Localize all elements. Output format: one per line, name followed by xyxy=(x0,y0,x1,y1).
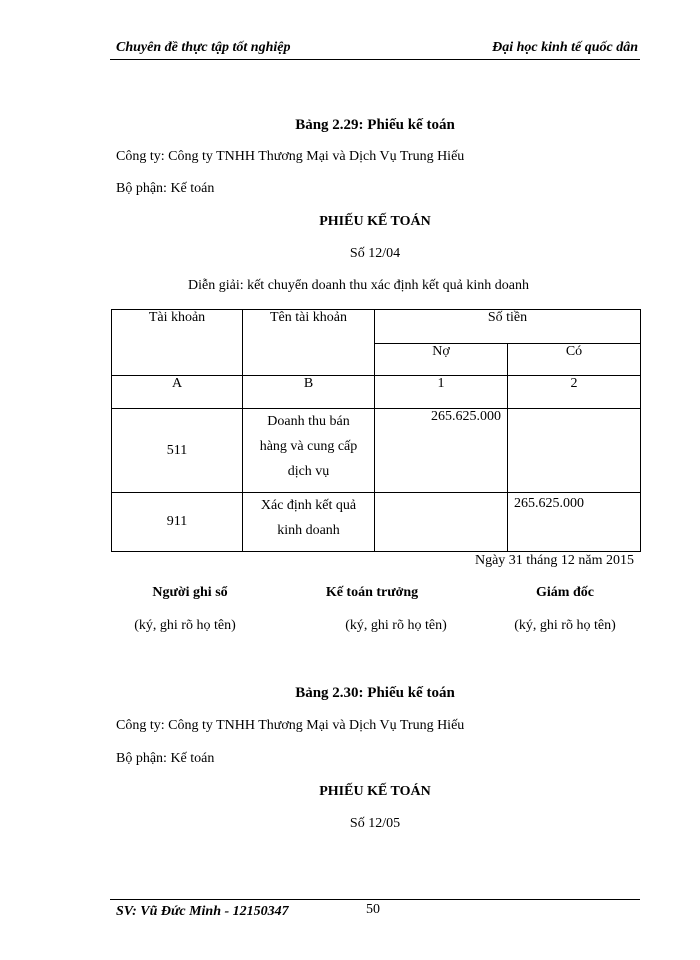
table-229-number: Số 12/04 xyxy=(349,246,401,261)
footer-student: SV: Vũ Đức Minh - 12150347 xyxy=(116,904,289,919)
code-cell: A xyxy=(112,376,243,409)
footer-page-number: 50 xyxy=(366,902,380,917)
row-account-name-line: Xác định kết quả xyxy=(260,498,357,513)
table-229-company: Công ty: Công ty TNHH Thương Mại và Dịch Vụ Trung Hiếu xyxy=(116,149,465,164)
table-230-number: Số 12/05 xyxy=(349,816,401,831)
col-header-amount: Số tiền xyxy=(375,310,641,344)
table-229-department: Bộ phận: Kế toán xyxy=(116,181,215,196)
col-header-account-name: Tên tài khoản xyxy=(243,310,375,376)
signature-role-director: Giám đốc xyxy=(536,585,594,600)
header-right: Đại học kinh tế quốc dân xyxy=(492,40,638,55)
table-229-caption: Bảng 2.29: Phiếu kế toán xyxy=(295,117,455,133)
table-230-caption: Bảng 2.30: Phiếu kế toán xyxy=(295,685,455,701)
table-row xyxy=(112,493,641,552)
table-230-department: Bộ phận: Kế toán xyxy=(116,751,215,766)
row-account-name xyxy=(243,409,375,493)
row-account-name-line: Doanh thu bán xyxy=(267,414,350,429)
row-debit xyxy=(375,493,508,552)
table-header-row xyxy=(112,310,641,344)
signature-note-recorder: (ký, ghi rõ họ tên) xyxy=(134,618,236,633)
table-row xyxy=(112,409,641,493)
row-account: 511 xyxy=(112,409,243,493)
row-account: 911 xyxy=(112,493,243,552)
table-code-row xyxy=(112,376,641,409)
col-header-debit: Nợ xyxy=(375,344,508,376)
header-rule xyxy=(110,59,640,60)
table-229-form-title: PHIẾU KẾ TOÁN xyxy=(319,214,431,229)
header-left: Chuyên đề thực tập tốt nghiệp xyxy=(116,40,291,55)
signature-note-chief-accountant: (ký, ghi rõ họ tên) xyxy=(345,618,447,633)
code-cell: 1 xyxy=(375,376,508,409)
row-account-name-line: kinh doanh xyxy=(277,523,340,538)
row-credit xyxy=(508,409,641,493)
row-account-name-line: hàng và cung cấp xyxy=(259,439,358,454)
signature-role-recorder: Người ghi sổ xyxy=(152,585,228,600)
table-230-company: Công ty: Công ty TNHH Thương Mại và Dịch Vụ Trung Hiếu xyxy=(116,718,465,733)
signature-role-chief-accountant: Kế toán trưởng xyxy=(325,585,419,600)
voucher-table xyxy=(111,309,641,552)
table-230-form-title: PHIẾU KẾ TOÁN xyxy=(319,784,431,799)
footer-rule xyxy=(110,899,640,900)
row-account-name xyxy=(243,493,375,552)
table-229-date: Ngày 31 tháng 12 năm 2015 xyxy=(474,553,634,568)
col-header-credit: Có xyxy=(508,344,641,376)
code-cell: 2 xyxy=(508,376,641,409)
row-credit: 265.625.000 xyxy=(508,493,641,552)
table-229-description: Diễn giải: kết chuyển doanh thu xác định kết quả kinh doanh xyxy=(188,278,529,293)
row-account-name-line: dịch vụ xyxy=(287,464,330,479)
row-debit: 265.625.000 xyxy=(375,409,508,493)
col-header-account: Tài khoản xyxy=(112,310,243,376)
code-cell: B xyxy=(243,376,375,409)
signature-note-director: (ký, ghi rõ họ tên) xyxy=(514,618,616,633)
